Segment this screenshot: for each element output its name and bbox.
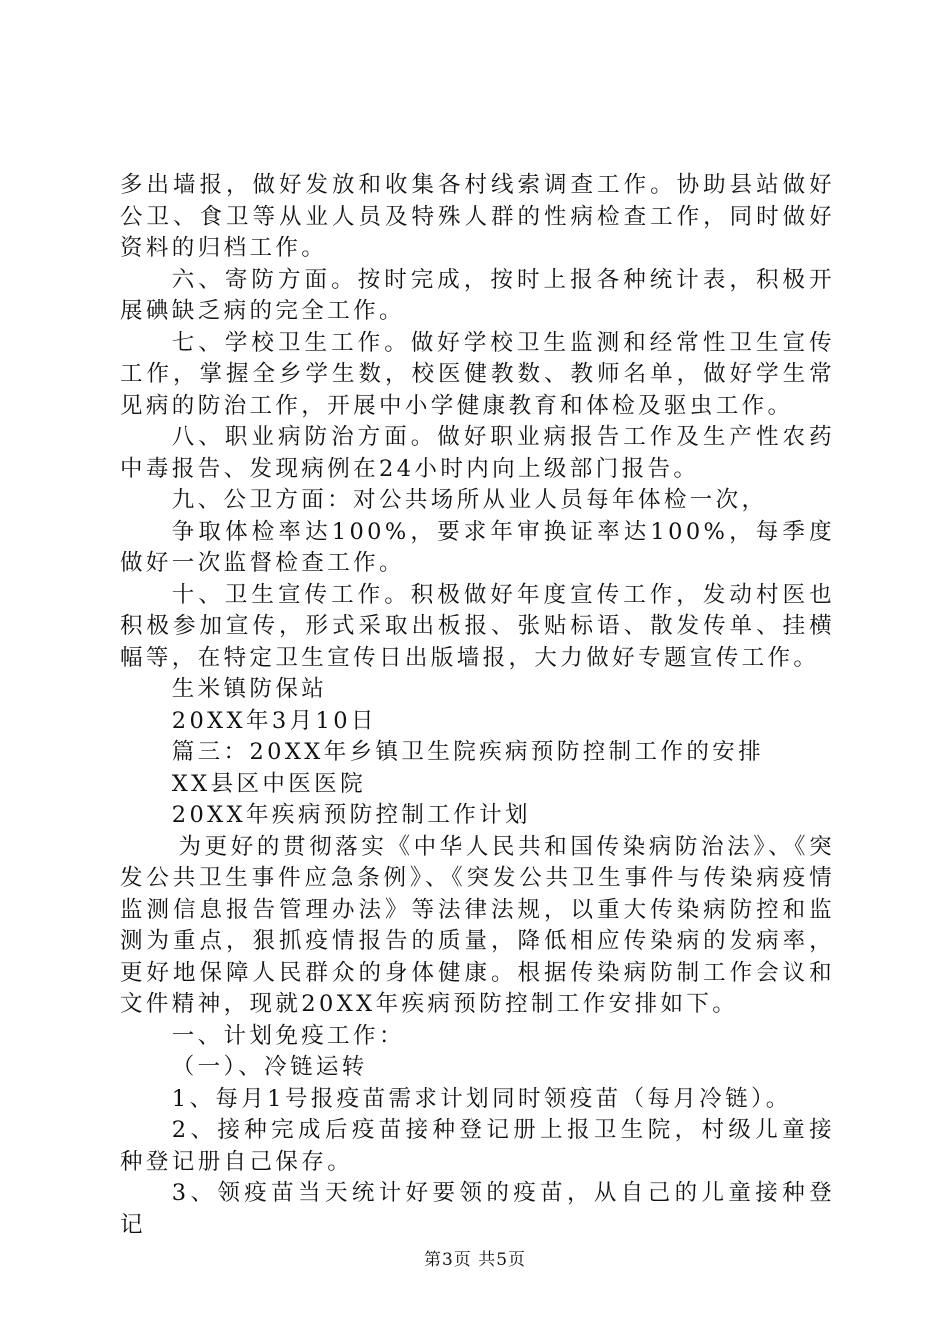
body-paragraph: 六、寄防方面。按时完成，按时上报各种统计表，积极开展碘缺乏病的完全工作。 xyxy=(120,266,835,324)
body-paragraph: 生米镇防保站 xyxy=(171,676,328,702)
body-paragraph: 20XX年疾病预防控制工作计划 xyxy=(171,802,531,828)
body-paragraph: 多出墙报，做好发放和收集各村线索调查工作。协助县站做好公卫、食卫等从业人员及特殊人群的性病检查工作，同时做好资料的归档工作。 xyxy=(120,172,835,261)
body-paragraph: 篇三：20XX年乡镇卫生院疾病预防控制工作的安排 xyxy=(171,739,765,765)
body-paragraph: 2、接种完成后疫苗接种登记册上报卫生院，村级儿童接种登记册自己保存。 xyxy=(120,1117,835,1175)
body-paragraph: 八、职业病防治方面。做好职业病报告工作及生产性农药中毒报告、发现病例在24小时内向上级部门报告。 xyxy=(120,424,835,482)
body-paragraph: 3、领疫苗当天统计好要领的疫苗，从自己的儿童接种登记 xyxy=(120,1180,835,1238)
body-paragraph: 争取体检率达100%，要求年审换证率达100%，每季度做好一次监督检查工作。 xyxy=(120,518,835,576)
page-footer: 第3页 共5页 xyxy=(423,1250,527,1270)
body-paragraph: （一）、冷链运转 xyxy=(171,1054,368,1080)
body-paragraph: 1、每月1号报疫苗需求计划同时领疫苗（每月冷链）。 xyxy=(171,1085,792,1112)
body-paragraph: 为更好的贯彻落实《中华人民共和国传染病防治法》、《突发公共卫生事件应急条例》、《突发公共卫生事件与传染病疫情监测信息报告管理办法》等法律法规，以重大传染病防控和监测为重点，狠抓疫情报告的质量，降低相应传染病的发病率，更好地保障人民群众的身体健康。根据传染病防制工作会议和文件精神，现就20XX年疾病预防控制工作安排如下。 xyxy=(120,833,835,1017)
body-paragraph: 七、学校卫生工作。做好学校卫生监测和经常性卫生宣传工作，掌握全乡学生数，校医健教数、教师名单，做好学生常见病的防治工作，开展中小学健康教育和体检及驱虫工作。 xyxy=(120,329,835,419)
body-paragraph: 20XX年3月10日 xyxy=(171,707,377,734)
body-paragraph: 九、公卫方面：对公共场所从业人员每年体检一次， xyxy=(171,487,768,513)
body-paragraph: XX县区中医医院 xyxy=(171,770,366,797)
body-paragraph: 十、卫生宣传工作。积极做好年度宣传工作，发动村医也积极参加宣传，形式采取出板报、张贴标语、散发传单、挂横幅等，在特定卫生宣传日出版墙报，大力做好专题宣传工作。 xyxy=(120,581,835,671)
document-body xyxy=(120,170,835,1241)
body-paragraph: 一、计划免疫工作： xyxy=(171,1022,405,1049)
